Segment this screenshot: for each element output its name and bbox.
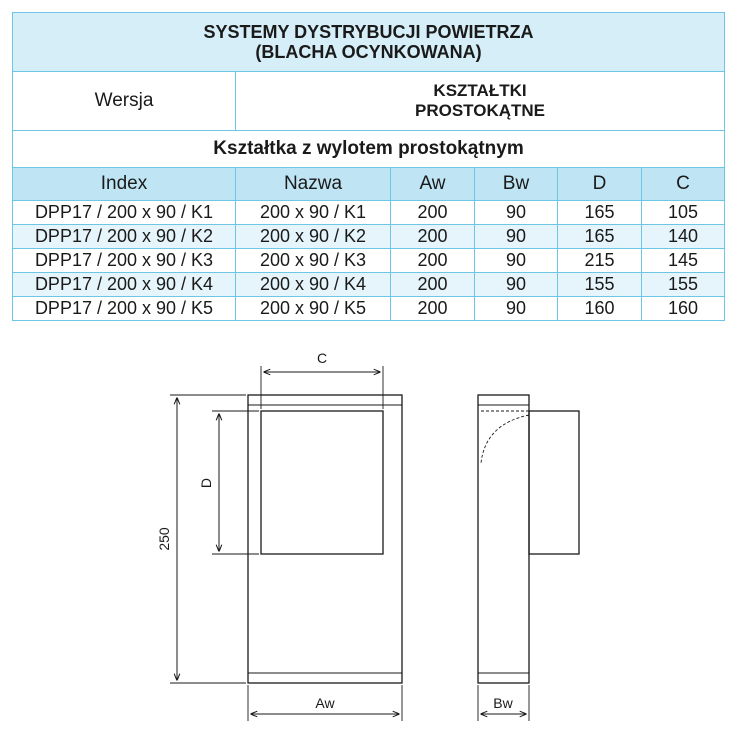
front-body-outline bbox=[248, 395, 402, 683]
cell-bw: 90 bbox=[475, 273, 558, 297]
cell-bw: 90 bbox=[475, 201, 558, 225]
cell-nazwa: 200 x 90 / K5 bbox=[236, 297, 391, 321]
cell-c: 155 bbox=[642, 273, 725, 297]
cell-d: 155 bbox=[558, 273, 642, 297]
column-header-aw: Aw bbox=[391, 168, 475, 201]
cell-index: DPP17 / 200 x 90 / K5 bbox=[13, 297, 236, 321]
table-row bbox=[13, 249, 725, 273]
cell-index: DPP17 / 200 x 90 / K4 bbox=[13, 273, 236, 297]
table-header-row bbox=[13, 168, 725, 201]
dimension-bw-label: Bw bbox=[493, 695, 513, 711]
side-body-outline bbox=[478, 395, 529, 683]
column-header-nazwa: Nazwa bbox=[236, 168, 391, 201]
spec-table-wrapper bbox=[12, 12, 724, 321]
cell-nazwa: 200 x 90 / K3 bbox=[236, 249, 391, 273]
cell-aw: 200 bbox=[391, 297, 475, 321]
spec-table bbox=[12, 12, 725, 321]
cell-aw: 200 bbox=[391, 225, 475, 249]
wersja-value bbox=[236, 72, 725, 131]
wersja-label: Wersja bbox=[13, 72, 236, 131]
dimension-250 bbox=[156, 395, 246, 683]
dimension-aw bbox=[248, 685, 402, 721]
cell-aw: 200 bbox=[391, 249, 475, 273]
dimension-c bbox=[261, 350, 383, 409]
dimension-aw-label: Aw bbox=[315, 695, 335, 711]
dimension-250-label: 250 bbox=[156, 527, 172, 551]
wersja-value-line2: PROSTOKĄTNE bbox=[414, 101, 546, 120]
cell-index: DPP17 / 200 x 90 / K3 bbox=[13, 249, 236, 273]
table-row bbox=[13, 273, 725, 297]
cell-c: 145 bbox=[642, 249, 725, 273]
cell-c: 140 bbox=[642, 225, 725, 249]
cell-bw: 90 bbox=[475, 225, 558, 249]
table-title bbox=[13, 13, 725, 72]
column-header-bw: Bw bbox=[475, 168, 558, 201]
side-hidden-curve bbox=[481, 415, 529, 463]
front-outlet-outline bbox=[261, 411, 383, 554]
front-view bbox=[248, 395, 402, 683]
cell-nazwa: 200 x 90 / K4 bbox=[236, 273, 391, 297]
column-header-c: C bbox=[642, 168, 725, 201]
dimension-c-label: C bbox=[316, 350, 328, 366]
column-header-index: Index bbox=[13, 168, 236, 201]
table-row bbox=[13, 201, 725, 225]
cell-d: 160 bbox=[558, 297, 642, 321]
table-row bbox=[13, 297, 725, 321]
cell-nazwa: 200 x 90 / K1 bbox=[236, 201, 391, 225]
cell-index: DPP17 / 200 x 90 / K1 bbox=[13, 201, 236, 225]
cell-aw: 200 bbox=[391, 273, 475, 297]
cell-d: 165 bbox=[558, 201, 642, 225]
dimension-bw bbox=[478, 685, 529, 721]
cell-bw: 90 bbox=[475, 249, 558, 273]
cell-bw: 90 bbox=[475, 297, 558, 321]
dimension-d bbox=[198, 411, 259, 554]
technical-drawing bbox=[0, 345, 734, 734]
side-view bbox=[478, 395, 579, 683]
cell-aw: 200 bbox=[391, 201, 475, 225]
dimension-d-label: D bbox=[198, 477, 214, 489]
cell-c: 105 bbox=[642, 201, 725, 225]
cell-c: 160 bbox=[642, 297, 725, 321]
cell-d: 215 bbox=[558, 249, 642, 273]
wersja-value-line1: KSZTAŁTKI bbox=[433, 81, 527, 100]
cell-index: DPP17 / 200 x 90 / K2 bbox=[13, 225, 236, 249]
column-header-d: D bbox=[558, 168, 642, 201]
table-title-line2: (BLACHA OCYNKOWANA) bbox=[255, 42, 482, 62]
cell-nazwa: 200 x 90 / K2 bbox=[236, 225, 391, 249]
table-subtitle: Kształtka z wylotem prostokątnym bbox=[13, 131, 725, 168]
side-outlet-outline bbox=[529, 411, 579, 554]
cell-d: 165 bbox=[558, 225, 642, 249]
table-title-line1: SYSTEMY DYSTRYBUCJI POWIETRZA bbox=[203, 22, 534, 42]
table-row bbox=[13, 225, 725, 249]
